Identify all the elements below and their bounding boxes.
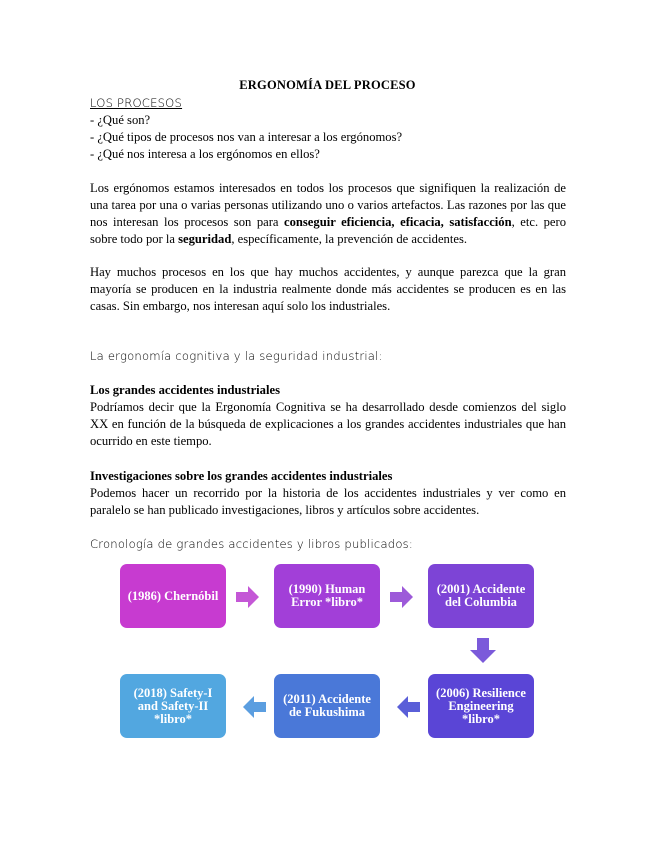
research-section bbox=[90, 468, 566, 519]
paragraph-1-text-a: Los ergónomos estamos interesados en todos los procesos que signifiquen la realización de una tarea por una o varias personas utilizando uno o varios artefactos. Las razones por las que nos interesan los procesos son para bbox=[90, 181, 566, 229]
timeline-box-resilience: (2006) Resilience Engineering *libro* bbox=[428, 674, 534, 738]
section-heading: LOS PROCESOS bbox=[90, 96, 183, 110]
cognitive-heading: La ergonomía cognitiva y la seguridad industrial: bbox=[90, 349, 383, 363]
paragraph-1-bold-a: conseguir eficiencia, eficacia, satisfacción bbox=[284, 215, 512, 229]
arrow-down-icon bbox=[470, 638, 496, 664]
research-text: Podemos hacer un recorrido por la historia de los accidentes industriales y ver como en paralelo se han publicado investigaciones, libros y artículos sobre accidentes. bbox=[90, 486, 566, 517]
arrow-right-shape-2 bbox=[390, 586, 413, 608]
question-2: - ¿Qué tipos de procesos nos van a interesar a los ergónomos? bbox=[90, 130, 403, 144]
accidents-heading: Los grandes accidentes industriales bbox=[90, 383, 280, 397]
processes-section bbox=[90, 95, 566, 163]
timeline-box-safety: (2018) Safety-I and Safety-II *libro* bbox=[120, 674, 226, 738]
paragraph-1-text-c: , específicamente, la prevención de accidentes. bbox=[231, 232, 467, 246]
paragraph-1-bold-b: seguridad bbox=[178, 232, 232, 246]
accidents-section bbox=[90, 382, 566, 450]
arrow-left-icon-1 bbox=[396, 696, 420, 718]
arrow-right-shape-1 bbox=[236, 586, 259, 608]
arrow-left-icon-2 bbox=[242, 696, 266, 718]
accidents-text: Podríamos decir que la Ergonomía Cognitiva se ha desarrollado desde comienzos del siglo XX en función de la búsqueda de explicaciones a los grandes accidentes industriales que han ocurrido en este tiempo. bbox=[90, 400, 566, 448]
question-3: - ¿Qué nos interesa a los ergónomos en ellos? bbox=[90, 147, 320, 161]
paragraph-1 bbox=[90, 180, 566, 248]
paragraph-1-text-b: , etc. pero sobre todo por la bbox=[90, 215, 566, 246]
timeline-box-chernobil: (1986) Chernóbil bbox=[120, 564, 226, 628]
arrow-down-shape bbox=[470, 638, 496, 663]
arrow-left-shape-1 bbox=[397, 696, 420, 718]
arrow-right-icon-1 bbox=[236, 586, 260, 608]
paragraph-2: Hay muchos procesos en los que hay muchos accidentes, y aunque parezca que la gran mayoría se producen en la industria realmente donde más accidentes se producen es en las casas. Sin embargo, nos interesan aquí solo los industriales. bbox=[90, 265, 566, 313]
research-heading: Investigaciones sobre los grandes accidentes industriales bbox=[90, 469, 393, 483]
timeline-box-columbia: (2001) Accidente del Columbia bbox=[428, 564, 534, 628]
timeline-box-human-error: (1990) Human Error *libro* bbox=[274, 564, 380, 628]
chronology-heading: Cronología de grandes accidentes y libros publicados: bbox=[90, 537, 413, 551]
arrow-right-icon-2 bbox=[390, 586, 414, 608]
arrow-left-shape-2 bbox=[243, 696, 266, 718]
question-1: - ¿Qué son? bbox=[90, 113, 151, 127]
timeline-box-fukushima: (2011) Accidente de Fukushima bbox=[274, 674, 380, 738]
page-title: ERGONOMÍA DEL PROCESO bbox=[239, 78, 416, 92]
